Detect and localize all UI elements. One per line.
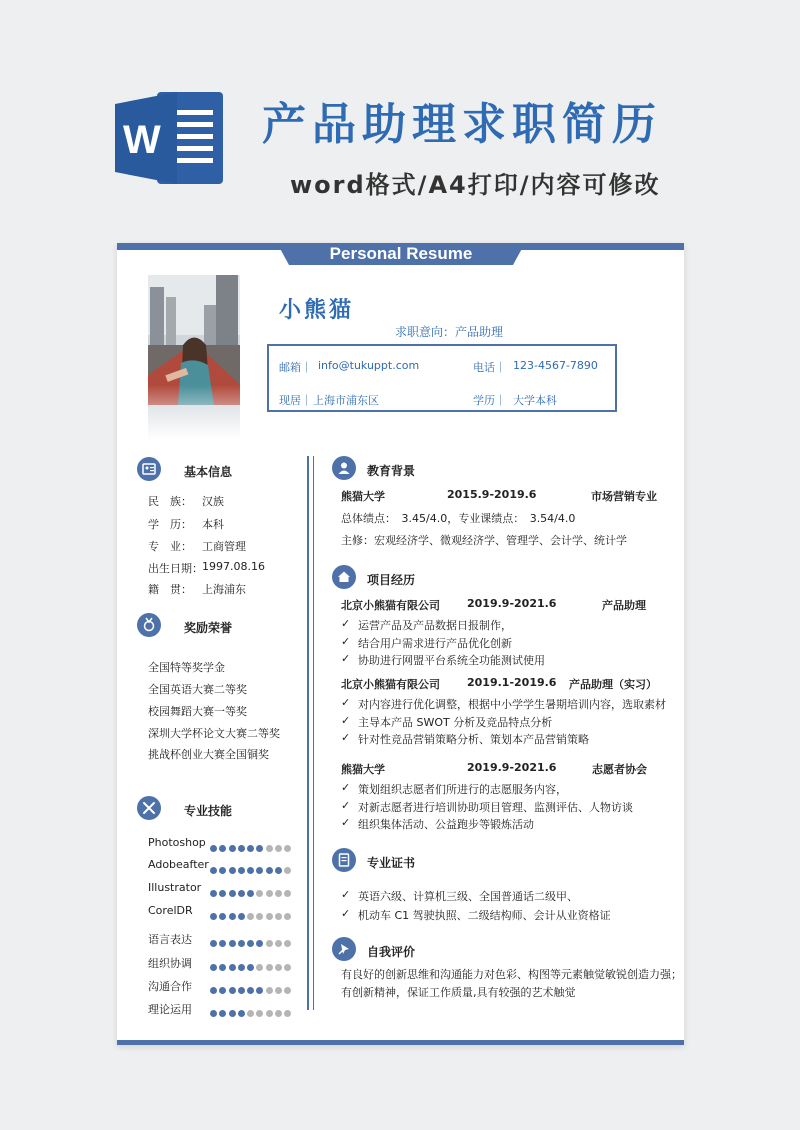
check-icon: ✓ <box>341 781 351 794</box>
skill-dot-filled <box>219 890 226 897</box>
edu-gpa: 总体绩点： 3.45/4.0，专业课绩点： 3.54/4.0 <box>341 512 576 525</box>
skill-label: Illustrator <box>148 881 202 894</box>
self-eval-line: 有良好的创新思维和沟通能力对色彩、构图等元素触觉敏锐创造力强； <box>341 968 682 981</box>
basic-info-title: 基本信息 <box>184 465 233 479</box>
skill-level-dots <box>210 1003 294 1022</box>
profile-photo <box>148 275 240 440</box>
project-org: 北京小熊猫有限公司 <box>341 678 440 691</box>
skill-dot-empty <box>284 1010 291 1017</box>
phone-value: 123-4567-7890 <box>513 359 598 372</box>
skill-label: 语言表达 <box>148 933 192 946</box>
basic-row-value: 汉族 <box>202 495 224 508</box>
skill-dot-empty <box>256 913 263 920</box>
skill-dot-filled <box>229 845 236 852</box>
skill-dot-filled <box>238 940 245 947</box>
basic-row-label: 民 族： <box>148 495 192 508</box>
edu-major: 市场营销专业 <box>591 490 657 503</box>
skill-label: 组织协调 <box>148 957 192 970</box>
skill-dot-filled <box>247 940 254 947</box>
project-role: 产品助理（实习） <box>569 678 657 691</box>
user-icon <box>332 456 356 480</box>
project-role: 志愿者协会 <box>592 763 647 776</box>
check-icon: ✓ <box>341 696 351 709</box>
project-bullet: 对内容进行优化调整，根据中小学学生暑期培训内容，选取素材 <box>358 698 666 711</box>
basic-row-label: 出生日期： <box>148 562 203 575</box>
skill-dot-filled <box>247 987 254 994</box>
id-card-icon <box>137 457 161 481</box>
skill-dot-empty <box>256 1010 263 1017</box>
skill-dot-filled <box>238 845 245 852</box>
skill-dot-filled <box>238 987 245 994</box>
basic-row-value: 本科 <box>202 518 224 531</box>
skill-dot-empty <box>284 845 291 852</box>
skill-label: Adobeafter <box>148 858 209 871</box>
self-eval-title: 自我评价 <box>367 945 416 959</box>
skill-dot-empty <box>284 987 291 994</box>
check-icon: ✓ <box>341 617 351 630</box>
skill-dot-filled <box>238 913 245 920</box>
skill-dot-empty <box>256 964 263 971</box>
skill-dot-filled <box>210 867 217 874</box>
skill-dot-empty <box>284 940 291 947</box>
education-title: 教育背景 <box>367 464 416 478</box>
column-divider <box>307 456 309 1010</box>
project-period: 2019.9-2021.6 <box>467 597 557 610</box>
skill-dot-empty <box>266 1010 273 1017</box>
skill-dot-empty <box>247 913 254 920</box>
award-item: 挑战杯创业大赛全国铜奖 <box>148 748 269 761</box>
skill-dot-filled <box>229 1010 236 1017</box>
certs-title: 专业证书 <box>367 856 416 870</box>
skill-label: Photoshop <box>148 836 206 849</box>
skill-dot-empty <box>275 845 282 852</box>
skill-dot-empty <box>275 913 282 920</box>
word-icon <box>115 88 225 188</box>
skill-dot-empty <box>266 845 273 852</box>
skill-dot-filled <box>247 964 254 971</box>
skill-dot-filled <box>256 940 263 947</box>
project-org: 熊猫大学 <box>341 763 385 776</box>
project-bullet: 针对性竞品营销策略分析、策划本产品营销策略 <box>358 733 589 746</box>
skill-dot-filled <box>238 890 245 897</box>
bottom-rule <box>117 1040 684 1045</box>
skill-label: 理论运用 <box>148 1003 192 1016</box>
skill-level-dots <box>210 906 294 925</box>
skill-dot-filled <box>219 1010 226 1017</box>
skill-dot-empty <box>266 913 273 920</box>
skill-dot-empty <box>266 987 273 994</box>
skill-dot-filled <box>210 940 217 947</box>
skill-dot-empty <box>275 1010 282 1017</box>
page-subtitle: word格式/A4打印/内容可修改 <box>290 171 661 199</box>
candidate-name: 小熊猫 <box>279 298 355 323</box>
svg-text:W: W <box>123 118 161 162</box>
project-bullet: 结合用户需求进行产品优化创新 <box>358 636 512 650</box>
skill-dot-filled <box>219 964 226 971</box>
check-icon: ✓ <box>341 731 351 744</box>
skill-dot-filled <box>210 890 217 897</box>
job-intent: 求职意向：产品助理 <box>395 325 504 339</box>
project-bullet: 对新志愿者进行培训协助项目管理、监测评估、人物访谈 <box>358 800 633 814</box>
projects-title: 项目经历 <box>367 573 416 587</box>
check-icon: ✓ <box>341 907 351 920</box>
check-icon: ✓ <box>341 798 351 812</box>
award-item: 全国英语大赛二等奖 <box>148 683 247 696</box>
skill-dot-filled <box>229 940 236 947</box>
skill-dot-filled <box>229 987 236 994</box>
skill-dot-filled <box>247 845 254 852</box>
edu-courses: 主修：宏观经济学、微观经济学、管理学、会计学、统计学 <box>341 534 627 547</box>
skill-dot-filled <box>266 867 273 874</box>
check-icon: ✓ <box>341 652 351 665</box>
skill-dot-empty <box>284 913 291 920</box>
skill-dot-empty <box>275 940 282 947</box>
email-label: 邮箱｜ <box>279 361 312 374</box>
skill-dot-filled <box>247 867 254 874</box>
basic-row-label: 籍 贯： <box>148 583 192 596</box>
skill-dot-empty <box>275 964 282 971</box>
check-icon: ✓ <box>341 816 351 829</box>
skill-level-dots <box>210 883 294 902</box>
skill-dot-filled <box>219 987 226 994</box>
skill-dot-filled <box>238 964 245 971</box>
skill-label: 沟通合作 <box>148 980 192 993</box>
home-icon <box>332 565 356 589</box>
tools-icon <box>137 796 161 820</box>
skill-dot-empty <box>284 890 291 897</box>
award-item: 校园舞蹈大赛一等奖 <box>148 705 247 718</box>
skill-dot-empty <box>275 890 282 897</box>
skill-level-dots <box>210 933 294 952</box>
skill-label: CorelDR <box>148 904 193 917</box>
skill-dot-filled <box>219 940 226 947</box>
skill-dot-empty <box>256 890 263 897</box>
skill-dot-filled <box>238 867 245 874</box>
skill-dot-empty <box>284 964 291 971</box>
skill-dot-filled <box>210 987 217 994</box>
skill-dot-empty <box>266 890 273 897</box>
phone-label: 电话｜ <box>473 361 506 374</box>
self-eval-line: 有创新精神，保证工作质量,具有较强的艺术触觉 <box>341 986 576 999</box>
check-icon: ✓ <box>341 634 351 648</box>
skill-dot-filled <box>229 913 236 920</box>
column-divider-thin <box>313 456 314 1010</box>
skill-dot-empty <box>266 940 273 947</box>
check-icon: ✓ <box>341 713 351 727</box>
medal-icon <box>137 613 161 637</box>
project-period: 2019.1-2019.6 <box>467 676 557 689</box>
skills-title: 专业技能 <box>184 804 233 818</box>
edu-school: 熊猫大学 <box>341 490 385 503</box>
skill-dot-filled <box>229 964 236 971</box>
awards-title: 奖励荣誉 <box>184 621 233 635</box>
check-icon: ✓ <box>341 888 351 901</box>
skill-dot-filled <box>210 913 217 920</box>
skill-dot-filled <box>256 845 263 852</box>
banner-title: Personal Resume <box>329 244 473 263</box>
basic-row-value: 上海浦东 <box>202 583 246 596</box>
award-item: 深圳大学杯论文大赛二等奖 <box>148 727 280 740</box>
project-bullet: 策划组织志愿者们所进行的志愿服务内容， <box>358 783 567 796</box>
skill-dot-filled <box>219 867 226 874</box>
address-value: 上海市浦东区 <box>313 394 379 407</box>
skill-dot-empty <box>266 964 273 971</box>
skill-level-dots <box>210 980 294 999</box>
skill-dot-filled <box>210 964 217 971</box>
basic-row-label: 学 历： <box>148 518 192 531</box>
basic-row-label: 专 业： <box>148 540 192 553</box>
email-value[interactable]: info@tukuppt.com <box>318 359 420 372</box>
skill-dot-filled <box>256 867 263 874</box>
skill-dot-filled <box>219 913 226 920</box>
skill-dot-filled <box>238 1010 245 1017</box>
skill-dot-filled <box>229 890 236 897</box>
skill-dot-filled <box>256 987 263 994</box>
project-org: 北京小熊猫有限公司 <box>341 599 440 612</box>
pin-icon <box>332 937 356 961</box>
project-period: 2019.9-2021.6 <box>467 761 557 774</box>
cert-item: 机动车 C1 驾驶执照、二级结构师、会计从业资格证 <box>358 909 611 922</box>
education-label: 学历｜ <box>473 394 506 407</box>
skill-level-dots <box>210 838 294 857</box>
skill-dot-filled <box>210 845 217 852</box>
cert-item: 英语六级、计算机三级、全国普通话二级甲、 <box>358 890 578 903</box>
skill-dot-empty <box>247 1010 254 1017</box>
skill-dot-empty <box>284 867 291 874</box>
skill-level-dots <box>210 957 294 976</box>
skill-dot-filled <box>247 890 254 897</box>
address-label: 现居｜ <box>279 394 312 407</box>
page-title: 产品助理求职简历 <box>262 99 662 150</box>
basic-row-value: 工商管理 <box>202 540 246 553</box>
skill-level-dots <box>210 860 294 879</box>
skill-dot-filled <box>275 867 282 874</box>
edu-period: 2015.9-2019.6 <box>447 488 537 501</box>
skill-dot-filled <box>219 845 226 852</box>
award-item: 全国特等奖学金 <box>148 661 225 674</box>
certificate-icon <box>332 848 356 872</box>
project-bullet: 运营产品及产品数据日报制作， <box>358 619 512 632</box>
project-bullet: 组织集体活动、公益跑步等锻炼活动 <box>358 818 534 831</box>
project-bullet: 主导本产品 SWOT 分析及竞品特点分析 <box>358 715 553 729</box>
skill-dot-empty <box>275 987 282 994</box>
project-role: 产品助理 <box>602 599 646 612</box>
basic-row-value: 1997.08.16 <box>202 560 265 573</box>
skill-dot-filled <box>229 867 236 874</box>
education-value: 大学本科 <box>513 394 557 407</box>
resume-page <box>117 243 684 1045</box>
project-bullet: 协助进行网盟平台系统全功能测试使用 <box>358 654 545 667</box>
skill-dot-filled <box>210 1010 217 1017</box>
